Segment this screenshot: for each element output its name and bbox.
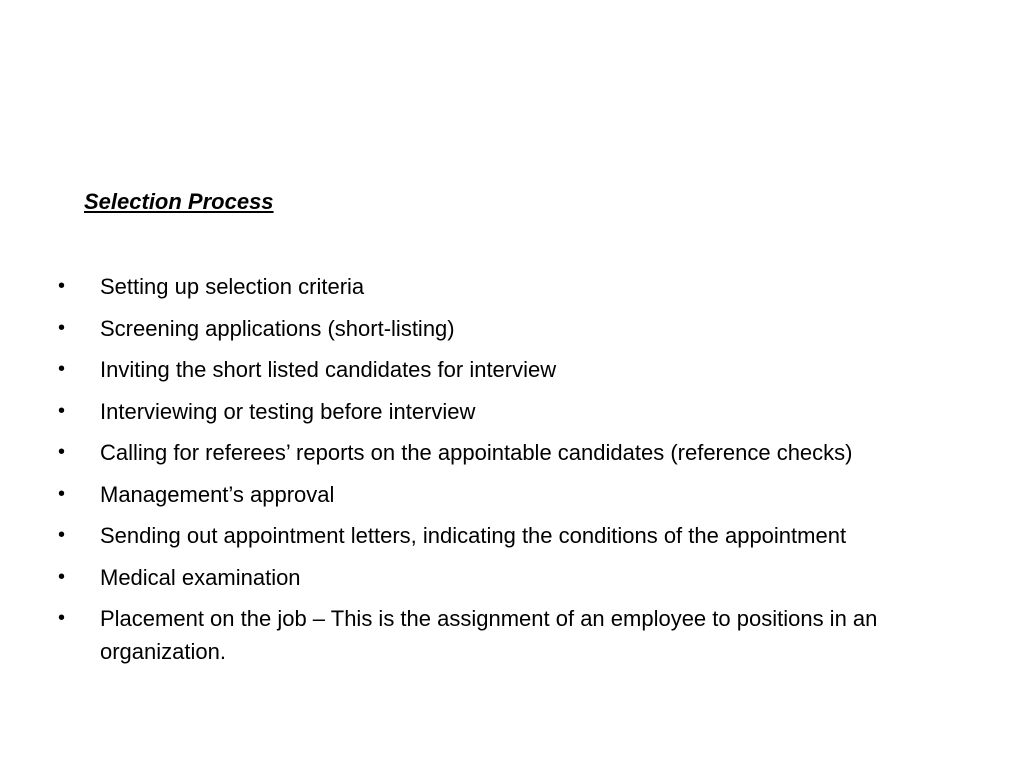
list-item bbox=[58, 561, 978, 594]
list-item-text: Setting up selection criteria bbox=[100, 274, 365, 299]
list-item-text: Screening applications (short-listing) bbox=[100, 315, 455, 341]
list-item bbox=[58, 353, 978, 386]
list-item-text: Interviewing or testing before interview bbox=[100, 398, 476, 424]
list-item bbox=[58, 519, 978, 552]
bullet-icon: • bbox=[58, 316, 66, 339]
list-item-text: Inviting the short listed candidates for interview bbox=[100, 357, 557, 382]
list-item bbox=[58, 395, 978, 428]
list-item-text: Medical examination bbox=[100, 564, 301, 590]
bullet-list bbox=[58, 270, 978, 677]
list-item bbox=[58, 478, 978, 511]
bullet-icon: • bbox=[58, 524, 66, 546]
bullet-icon: • bbox=[58, 607, 66, 629]
list-item-text: Sending out appointment letters, indicating the conditions of the appointment bbox=[100, 523, 847, 548]
list-item bbox=[58, 436, 978, 469]
bullet-icon: • bbox=[58, 441, 66, 463]
list-item bbox=[58, 602, 978, 668]
bullet-icon: • bbox=[58, 358, 66, 380]
bullet-icon: • bbox=[58, 482, 66, 505]
slide-heading: Selection Process bbox=[84, 189, 274, 214]
list-item-text: Management’s approval bbox=[100, 481, 335, 507]
bullet-icon: • bbox=[58, 275, 66, 297]
list-item bbox=[58, 312, 978, 345]
list-item bbox=[58, 270, 978, 303]
bullet-icon: • bbox=[58, 565, 66, 588]
list-item-text: Placement on the job – This is the assignment of an employee to positions in an organization. bbox=[100, 606, 878, 664]
list-item-text: Calling for referees’ reports on the appointable candidates (reference checks) bbox=[100, 440, 853, 465]
bullet-icon: • bbox=[58, 399, 66, 422]
